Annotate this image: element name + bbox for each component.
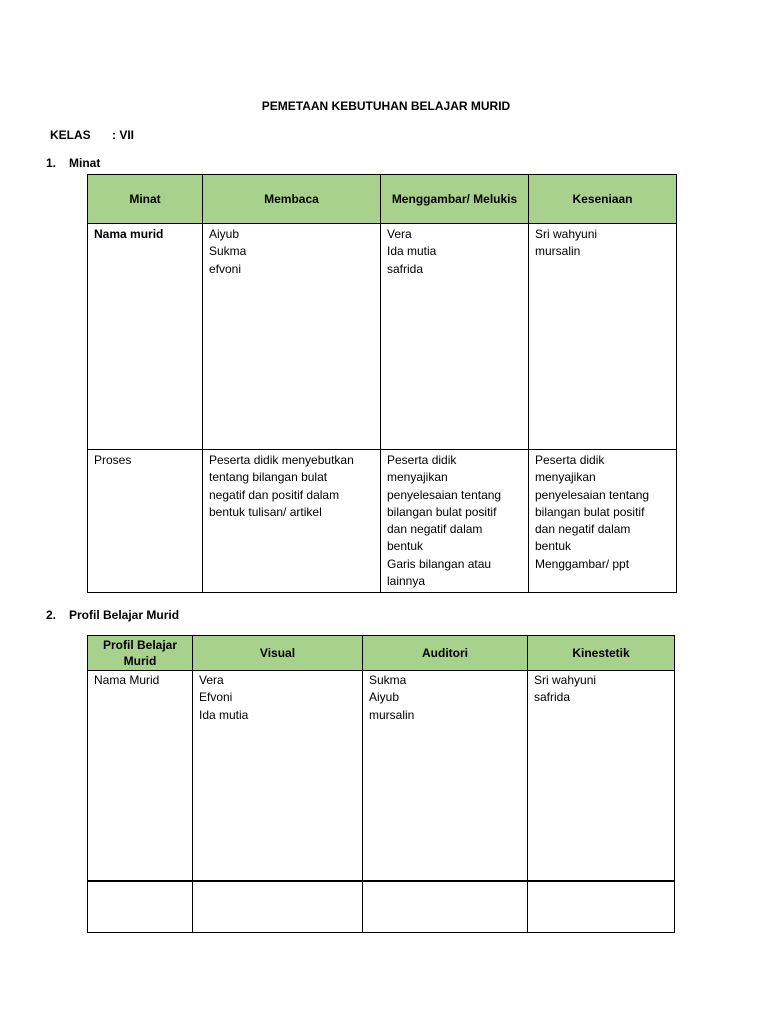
section-1-number: 1. [46,156,57,170]
cell-line: menyajikan [387,470,448,485]
cell-line: Vera [199,673,224,687]
cell-line: bentuk [535,539,572,554]
nama-murid-label: Nama murid [88,224,203,450]
proses-membaca [203,450,381,593]
profil-table [87,635,675,933]
cell-line: Sukma [369,673,407,687]
cell-line: tentang bilangan bulat [209,470,328,485]
cell-line: menyajikan [535,470,596,485]
cell-line: bilangan bulat positif [535,504,645,519]
visual-students [193,671,363,881]
cell-line: bilangan bulat positif [387,504,497,519]
cell-line: penyelesaian tentang [535,487,650,502]
cell-line: Peserta didik menyebutkan [209,453,354,467]
profil-nama-label: Nama Murid [88,671,193,881]
header-kinestetik: Kinestetik [528,636,675,671]
kelas-label: KELAS [50,128,91,142]
cell-line: safrida [387,261,424,276]
cell-line: dan negatif dalam [387,522,483,537]
proses-menggambar [381,450,529,593]
cell-line: Sri wahyuni [535,227,598,241]
section-1-heading [46,156,100,170]
minat-proses-row [88,450,677,593]
cell-line: dan negatif dalam [535,522,631,537]
proses-label: Proses [88,450,203,593]
menggambar-students [381,224,529,450]
cell-line: efvoni [209,261,242,276]
cell-line: Efvoni [199,690,233,705]
empty-cell [193,881,363,933]
proses-keseniaan [529,450,677,593]
cell-line: Aiyub [369,690,400,705]
cell-line: safrida [534,690,571,705]
cell-line: Aiyub [209,227,240,241]
kelas-value: : VII [112,128,135,142]
membaca-students [203,224,381,450]
empty-cell [528,881,675,933]
cell-line: Menggambar/ ppt [535,556,630,571]
cell-line: Ida mutia [387,244,437,259]
cell-line: mursalin [535,244,581,259]
minat-nama-row [88,224,677,450]
cell-line: mursalin [369,707,415,722]
minat-table [87,174,677,593]
header-minat: Minat [88,175,203,224]
cell-line: negatif dan positif dalam [209,487,340,502]
section-2-title: Profil Belajar Murid [69,608,180,622]
cell-line: bentuk tulisan/ artikel [209,504,322,519]
header-keseniaan: Keseniaan [529,175,677,224]
cell-line: lainnya [387,574,426,589]
section-2-number: 2. [46,608,57,622]
cell-line: Sri wahyuni [534,673,597,687]
profil-nama-row [88,671,675,881]
cell-line: Sukma [209,244,247,259]
auditori-students [363,671,528,881]
kinestetik-students [528,671,675,881]
header-menggambar: Menggambar/ Melukis [381,175,529,224]
section-2-heading [46,608,179,622]
profil-header-row [88,636,675,671]
empty-cell [88,881,193,933]
section-1-title: Minat [69,156,101,170]
profil-empty-row [88,881,675,933]
header-profil: Profil Belajar Murid [88,636,193,671]
cell-line: Ida mutia [199,707,249,722]
page-title: PEMETAAN KEBUTUHAN BELAJAR MURID [261,99,511,113]
header-auditori: Auditori [363,636,528,671]
keseniaan-students [529,224,677,450]
cell-line: Peserta didik [535,453,605,467]
header-visual: Visual [193,636,363,671]
cell-line: Peserta didik [387,453,457,467]
empty-cell [363,881,528,933]
header-membaca: Membaca [203,175,381,224]
cell-line: Garis bilangan atau [387,556,492,571]
cell-line: penyelesaian tentang [387,487,502,502]
cell-line: bentuk [387,539,424,554]
kelas-line [50,128,134,142]
cell-line: Vera [387,227,412,241]
minat-header-row [88,175,677,224]
